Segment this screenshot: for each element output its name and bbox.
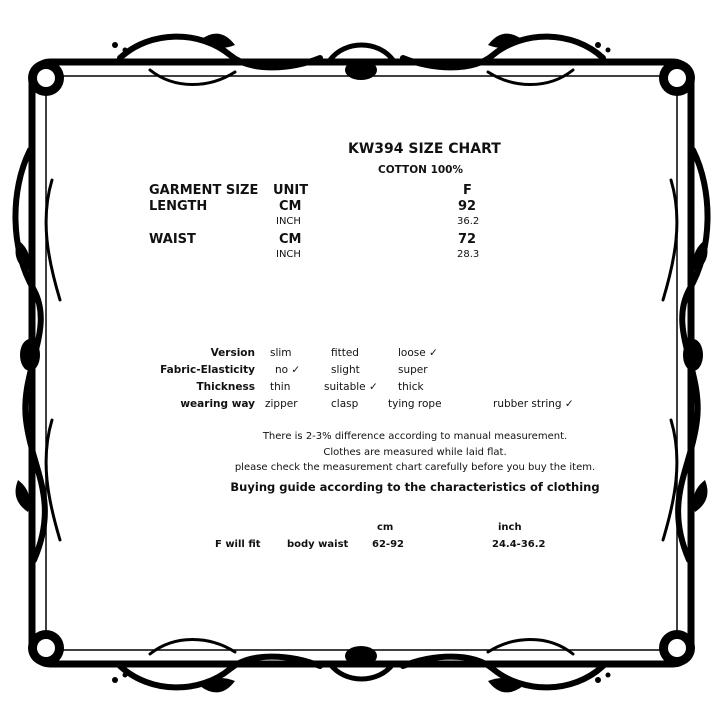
waist-inch-value: 28.3 [457, 249, 480, 260]
elasticity-option-super: super [398, 364, 428, 376]
thickness-option-thin: thin [270, 381, 291, 393]
waist-cm-value: 72 [458, 232, 477, 247]
wearing-option-zipper: zipper [265, 398, 298, 410]
size-f-header: F [463, 183, 472, 198]
waist-cm-unit: CM [279, 232, 302, 247]
guide-inch-range: 24.4-36.2 [492, 539, 546, 550]
buying-guide-heading: Buying guide according to the characteristics of clothing [230, 480, 600, 494]
length-label: LENGTH [149, 199, 208, 214]
thickness-label: Thickness [196, 381, 255, 393]
waist-label: WAIST [149, 232, 196, 247]
thickness-option-suitable: suitable ✓ [324, 381, 378, 393]
guide-col-cm: cm [377, 522, 394, 533]
guide-row-label: F will fit [215, 539, 261, 550]
wearing-way-label: wearing way [180, 398, 255, 410]
note-laid-flat: Clothes are measured while laid flat. [323, 447, 507, 458]
elasticity-option-slight: slight [331, 364, 360, 376]
wearing-option-tying-rope: tying rope [388, 398, 442, 410]
material-label: COTTON 100% [378, 164, 464, 176]
length-inch-unit: INCH [276, 216, 301, 227]
length-cm-unit: CM [279, 199, 302, 214]
version-option-slim: slim [270, 347, 292, 359]
version-option-fitted: fitted [331, 347, 359, 359]
chart-title: KW394 SIZE CHART [348, 141, 501, 157]
wearing-option-clasp: clasp [331, 398, 359, 410]
length-inch-value: 36.2 [457, 216, 480, 227]
garment-size-header: GARMENT SIZE [149, 183, 259, 198]
thickness-option-thick: thick [398, 381, 424, 393]
elasticity-option-no: no ✓ [275, 364, 301, 376]
unit-header: UNIT [273, 183, 309, 198]
version-option-loose: loose ✓ [398, 347, 438, 359]
fabric-elasticity-label: Fabric-Elasticity [160, 364, 255, 376]
waist-inch-unit: INCH [276, 249, 301, 260]
note-check-chart: please check the measurement chart carefully before you buy the item. [234, 462, 596, 473]
note-measurement-difference: There is 2-3% difference according to manual measurement. [262, 431, 568, 442]
guide-cm-range: 62-92 [372, 539, 404, 550]
version-label: Version [210, 347, 255, 359]
guide-row-measure: body waist [287, 539, 349, 550]
guide-col-inch: inch [498, 522, 522, 533]
wearing-option-rubber-string: rubber string ✓ [493, 398, 574, 410]
length-cm-value: 92 [458, 199, 477, 214]
